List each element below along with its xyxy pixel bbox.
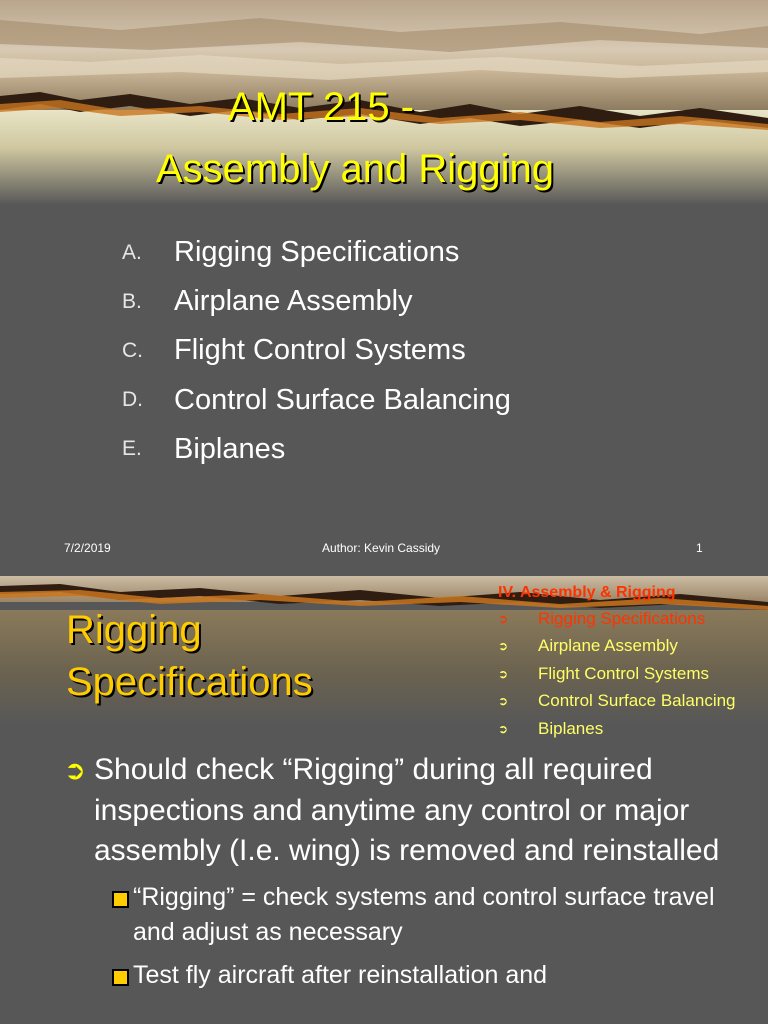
yellow-square-icon xyxy=(112,969,129,986)
outline-item-label: Control Surface Balancing xyxy=(538,691,736,711)
slide-2 xyxy=(0,576,768,1024)
agenda-letter: A. xyxy=(122,240,142,264)
outline-item-label: Flight Control Systems xyxy=(538,663,709,683)
slide-2-title xyxy=(66,604,313,708)
outline-item xyxy=(498,605,736,633)
agenda-item xyxy=(122,228,511,277)
section-outline xyxy=(498,581,736,743)
outline-item-label: Rigging Specifications xyxy=(538,608,706,628)
arrow-circle-icon: ➲ xyxy=(498,666,509,681)
agenda-item xyxy=(122,277,511,326)
outline-item xyxy=(498,715,736,743)
slide-title-line-2: Assembly and Rigging xyxy=(156,147,554,191)
arrow-circle-icon: ➲ xyxy=(498,694,509,709)
agenda-letter: D. xyxy=(122,388,143,412)
agenda-list xyxy=(122,228,511,474)
arrow-circle-icon: ➲ xyxy=(498,721,509,736)
agenda-text: Rigging Specifications xyxy=(174,236,460,269)
outline-item xyxy=(498,688,736,716)
agenda-letter: E. xyxy=(122,437,142,461)
main-bullet xyxy=(64,750,754,872)
arrow-circle-icon: ➲ xyxy=(498,611,509,626)
arrow-curve-icon: ➲ xyxy=(64,755,86,785)
sub-bullet-text: Test fly aircraft after reinstallation and xyxy=(133,960,548,989)
yellow-square-icon xyxy=(112,891,129,908)
outline-item xyxy=(498,660,736,688)
agenda-text: Control Surface Balancing xyxy=(174,383,511,416)
footer-author: Author: Kevin Cassidy xyxy=(322,541,441,555)
footer-date: 7/2/2019 xyxy=(64,541,111,555)
slide-title-line-1: AMT 215 - xyxy=(228,85,414,129)
agenda-text: Airplane Assembly xyxy=(174,285,413,318)
sub-bullet-text: “Rigging” = check systems and control surface travel and adjust as necessary xyxy=(133,882,715,946)
outline-item xyxy=(498,633,736,661)
agenda-letter: C. xyxy=(122,338,143,362)
slide-2-title-line-2: Specifications xyxy=(66,660,313,704)
outline-item-label: Airplane Assembly xyxy=(538,636,678,656)
outline-heading: IV. Assembly & Rigging xyxy=(498,584,676,601)
outline-item-label: Biplanes xyxy=(538,718,604,738)
main-bullet-text: Should check “Rigging” during all required inspections and anytime any control or major assembly (I.e. wing) is removed and reinstalled xyxy=(94,753,720,867)
sub-bullet xyxy=(112,958,754,993)
arrow-circle-icon: ➲ xyxy=(498,639,509,654)
agenda-text: Biplanes xyxy=(174,432,286,465)
agenda-letter: B. xyxy=(122,289,142,313)
agenda-item xyxy=(122,326,511,375)
slide-2-body xyxy=(64,750,754,993)
footer-page-number: 1 xyxy=(696,541,703,555)
agenda-item xyxy=(122,425,511,474)
slide-2-title-line-1: Rigging xyxy=(66,608,202,652)
agenda-text: Flight Control Systems xyxy=(174,334,466,367)
agenda-item xyxy=(122,376,511,425)
sub-bullet xyxy=(112,880,754,950)
